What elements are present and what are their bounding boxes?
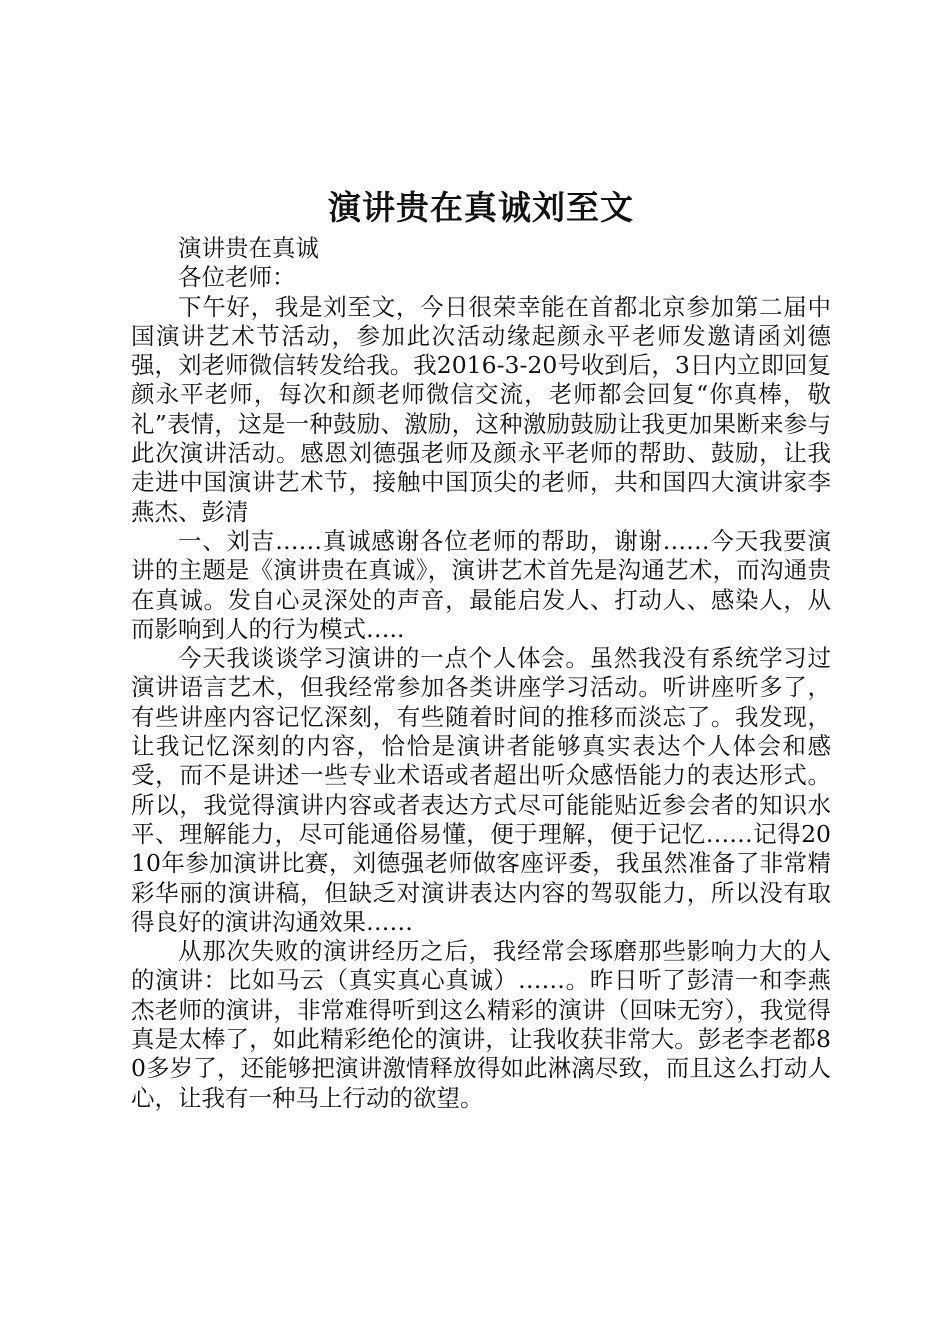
paragraph-topic: 一、刘吉……真诚感谢各位老师的帮助，谢谢……今天我要演讲的主题是《演讲贵在真诚》，演讲艺术首先是沟通艺术，而沟通贵在真诚。发自心灵深处的声音，最能启发人、打动人、感染人，从而影响到人的行为模式….. — [131, 526, 831, 643]
paragraph-subtitle: 演讲贵在真诚 — [178, 234, 319, 262]
paragraph-reflection: 从那次失败的演讲经历之后，我经常会琢磨那些影响力大的人的演讲：比如马云（真实真心真诚）……。昨日听了彭清一和李燕杰老师的演讲，非常难得听到这么精彩的演讲（回味无穷），我觉得真是太棒了，如此精彩绝伦的演讲，让我收获非常大。彭老李老都80多岁了，还能够把演讲激情释放得如此淋漓尽致，而且这么打动人心，让我有一种马上行动的欲望。 — [131, 937, 831, 1112]
paragraph-introduction: 下午好，我是刘至文，今日很荣幸能在首都北京参加第二届中国演讲艺术节活动，参加此次活动缘起颜永平老师发邀请函刘德强，刘老师微信转发给我。我2016-3-20号收到后，3日内立即回复颜永平老师，每次和颜老师微信交流，老师都会回复“你真棒，敬礼”表情，这是一种鼓励、激励，这种激励鼓励让我更加果断来参与此次演讲活动。感恩刘德强老师及颜永平老师的帮助、鼓励，让我走进中国演讲艺术节，接触中国顶尖的老师，共和国四大演讲家李燕杰、彭清 — [131, 292, 831, 526]
paragraph-greeting: 各位老师： — [178, 263, 296, 292]
paragraph-experience: 今天我谈谈学习演讲的一点个人体会。虽然我没有系统学习过演讲语言艺术，但我经常参加各类讲座学习活动。听讲座听多了，有些讲座内容记忆深刻，有些随着时间的推移而淡忘了。我发现，让我记忆深刻的内容，恰恰是演讲者能够真实表达个人体会和感受，而不是讲述一些专业术语或者超出听众感悟能力的表达形式。所以，我觉得演讲内容或者表达方式尽可能能贴近参会者的知识水平、理解能力，尽可能通俗易懂，便于理解，便于记忆……记得2010年参加演讲比赛，刘德强老师做客座评委，我虽然准备了非常精彩华丽的演讲稿，但缺乏对演讲表达内容的驾驭能力，所以没有取得良好的演讲沟通效果…… — [131, 644, 831, 936]
document-title: 演讲贵在真诚刘至文 — [328, 188, 634, 227]
document-page — [131, 186, 831, 1113]
